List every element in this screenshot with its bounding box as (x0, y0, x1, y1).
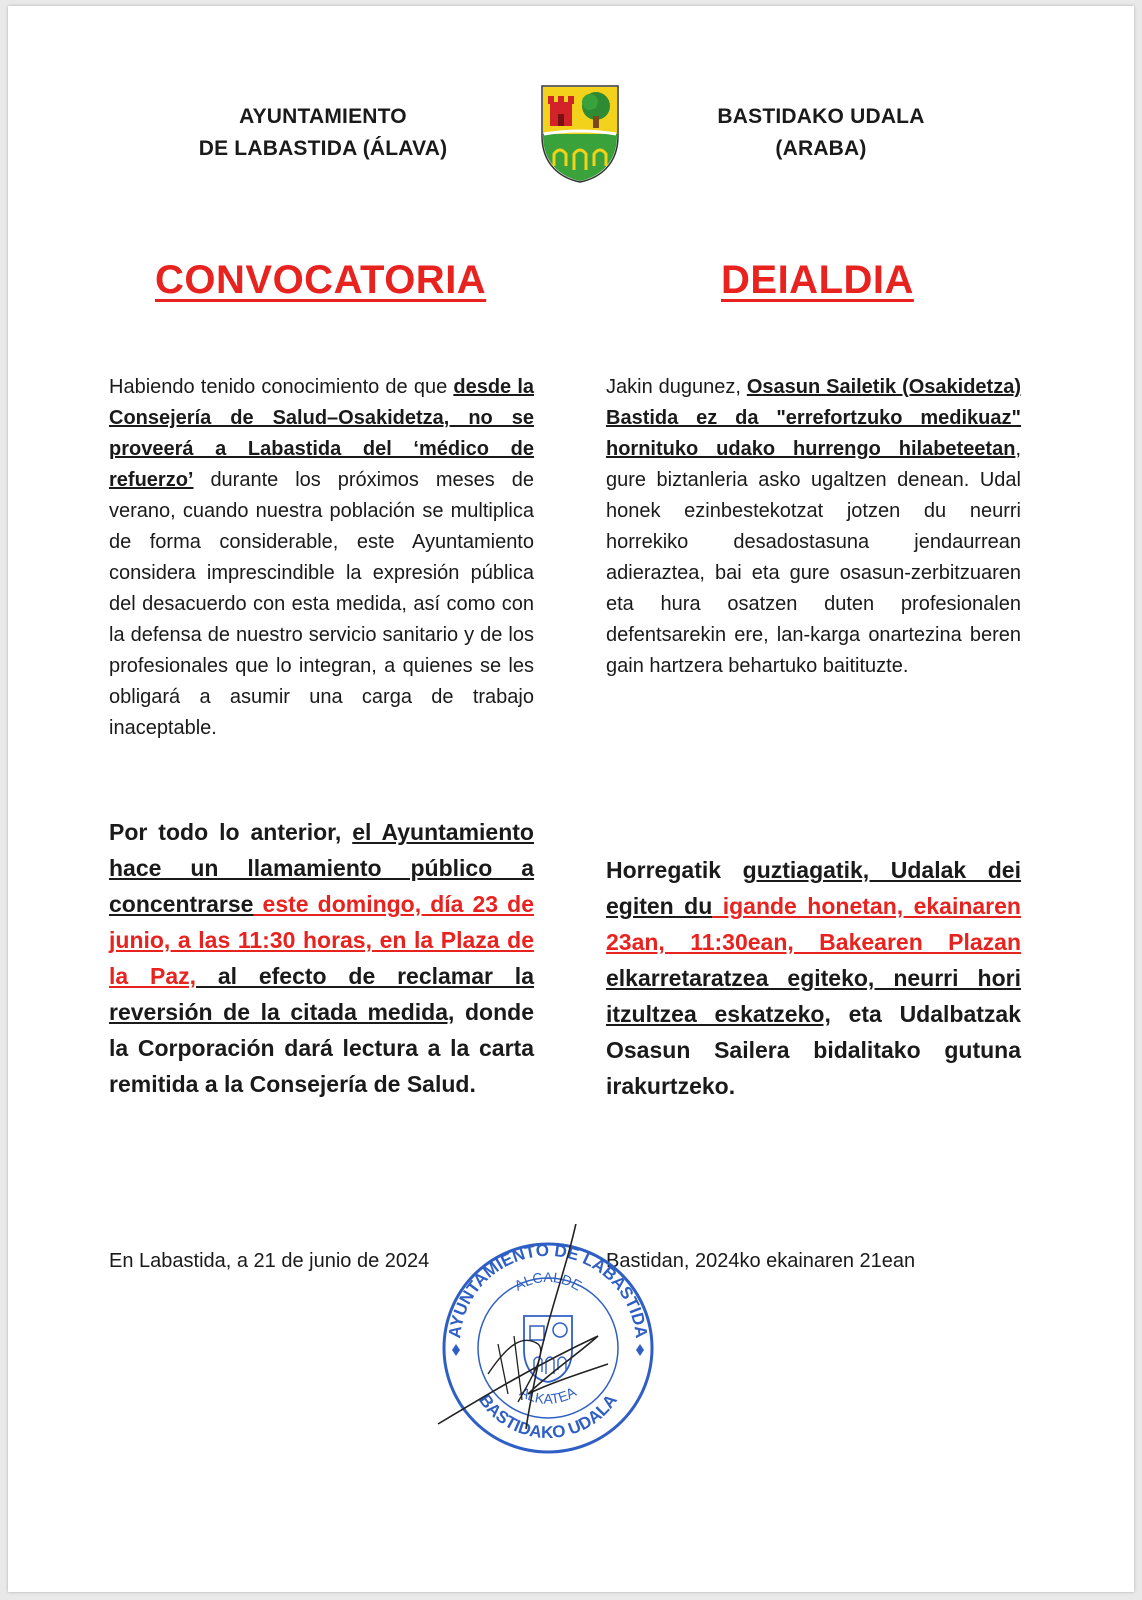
eu-p2-date-place: igande honetan, ekainaren 23an, 11:30ean, Bakearen Plazan (606, 893, 1021, 955)
header-spanish-line2: DE LABASTIDA (ÁLAVA) (198, 137, 448, 160)
header-basque (671, 101, 971, 165)
document-page (8, 6, 1134, 1592)
official-stamp (428, 1224, 668, 1464)
es-p2-underlined-2: al efecto de reclamar la reversión de la citada medida, (109, 963, 534, 1025)
eu-p2-text-1: Horregatik (606, 857, 743, 883)
header-basque-line2: (ARABA) (775, 137, 867, 160)
eu-p2-underlined-1: guztiagatik, Udalak dei egiten du (606, 857, 1021, 919)
stamp-alkatea: ALKATEA (517, 1383, 579, 1407)
es-p2-text-2: donde la Corporación dará lectura a la carta remitida a la Consejería de Salud. (109, 999, 534, 1097)
eu-p1-emphasis: Osasun Sailetik (Osakidetza) Bastida ez da "errefortzuko medikuaz" hornituko udako hurrengo hilabeteetan (606, 376, 1021, 460)
spanish-paragraph-2 (109, 814, 534, 1102)
header-spanish (173, 101, 473, 165)
es-p1-text-1: Habiendo tenido conocimiento de que (109, 376, 454, 398)
basque-paragraph-2 (606, 852, 1021, 1104)
header-basque-line1: BASTIDAKO UDALA (717, 105, 925, 128)
eu-p1-text-2: , gure biztanleria asko ugaltzen denean. Udal honek ezinbestekotzat jotzen du neurri horrekiko desadostasuna jendaurrean adieraztea, bai eta gure osasun-zerbitzuaren eta hura osatzen duten profesionalen defentsarekin ere, lan-karga onartezina beren gain hartzera behartuko baitituzte. (606, 438, 1021, 677)
es-p1-text-2: durante los próximos meses de verano, cuando nuestra población se multiplica de forma considerable, este Ayuntamiento considera imprescindible la expresión pública del desacuerdo con esta medida, así como con la defensa de nuestro servicio sanitario y de los profesionales que lo integran, a quienes se les obligará a asumir una carga de trabajo inaceptable. (109, 469, 534, 739)
es-p1-emphasis: desde la Consejería de Salud–Osakidetza, no se proveerá a Labastida del ‘médico de refuerzo’ (109, 376, 534, 491)
date-spanish: En Labastida, a 21 de junio de 2024 (109, 1250, 430, 1272)
stamp-bottom-text: BASTIDAKO UDALA (475, 1390, 621, 1443)
stamp-top-text: AYUNTAMIENTO DE LABASTIDA (445, 1240, 651, 1340)
spanish-paragraph-1 (109, 372, 534, 744)
stamp-alcalde: ALCALDE (511, 1269, 585, 1294)
es-p2-text-1: Por todo lo anterior, (109, 819, 353, 845)
coat-of-arms-icon (540, 84, 620, 184)
header-spanish-line1: AYUNTAMIENTO (239, 105, 407, 128)
title-convocatoria: CONVOCATORIA (155, 258, 487, 302)
es-p2-underlined-1: el Ayuntamiento hace un llamamiento público a concentrarse (109, 819, 534, 917)
es-p2-date-place: este domingo, día 23 de junio, a las 11:30 horas, en la Plaza de la Paz, (109, 891, 534, 989)
eu-p1-text-1: Jakin dugunez, (606, 376, 747, 398)
eu-p2-text-2: eta Udalbatzak Osasun Sailera bidalitako gutuna irakurtzeko. (606, 1001, 1021, 1099)
date-basque: Bastidan, 2024ko ekainaren 21ean (606, 1250, 916, 1272)
eu-p2-underlined-2: elkarretaratzea egiteko, neurri hori itzultzea eskatzeko, (606, 965, 1021, 1027)
basque-paragraph-1 (606, 372, 1021, 682)
title-deialdia: DEIALDIA (721, 258, 914, 302)
